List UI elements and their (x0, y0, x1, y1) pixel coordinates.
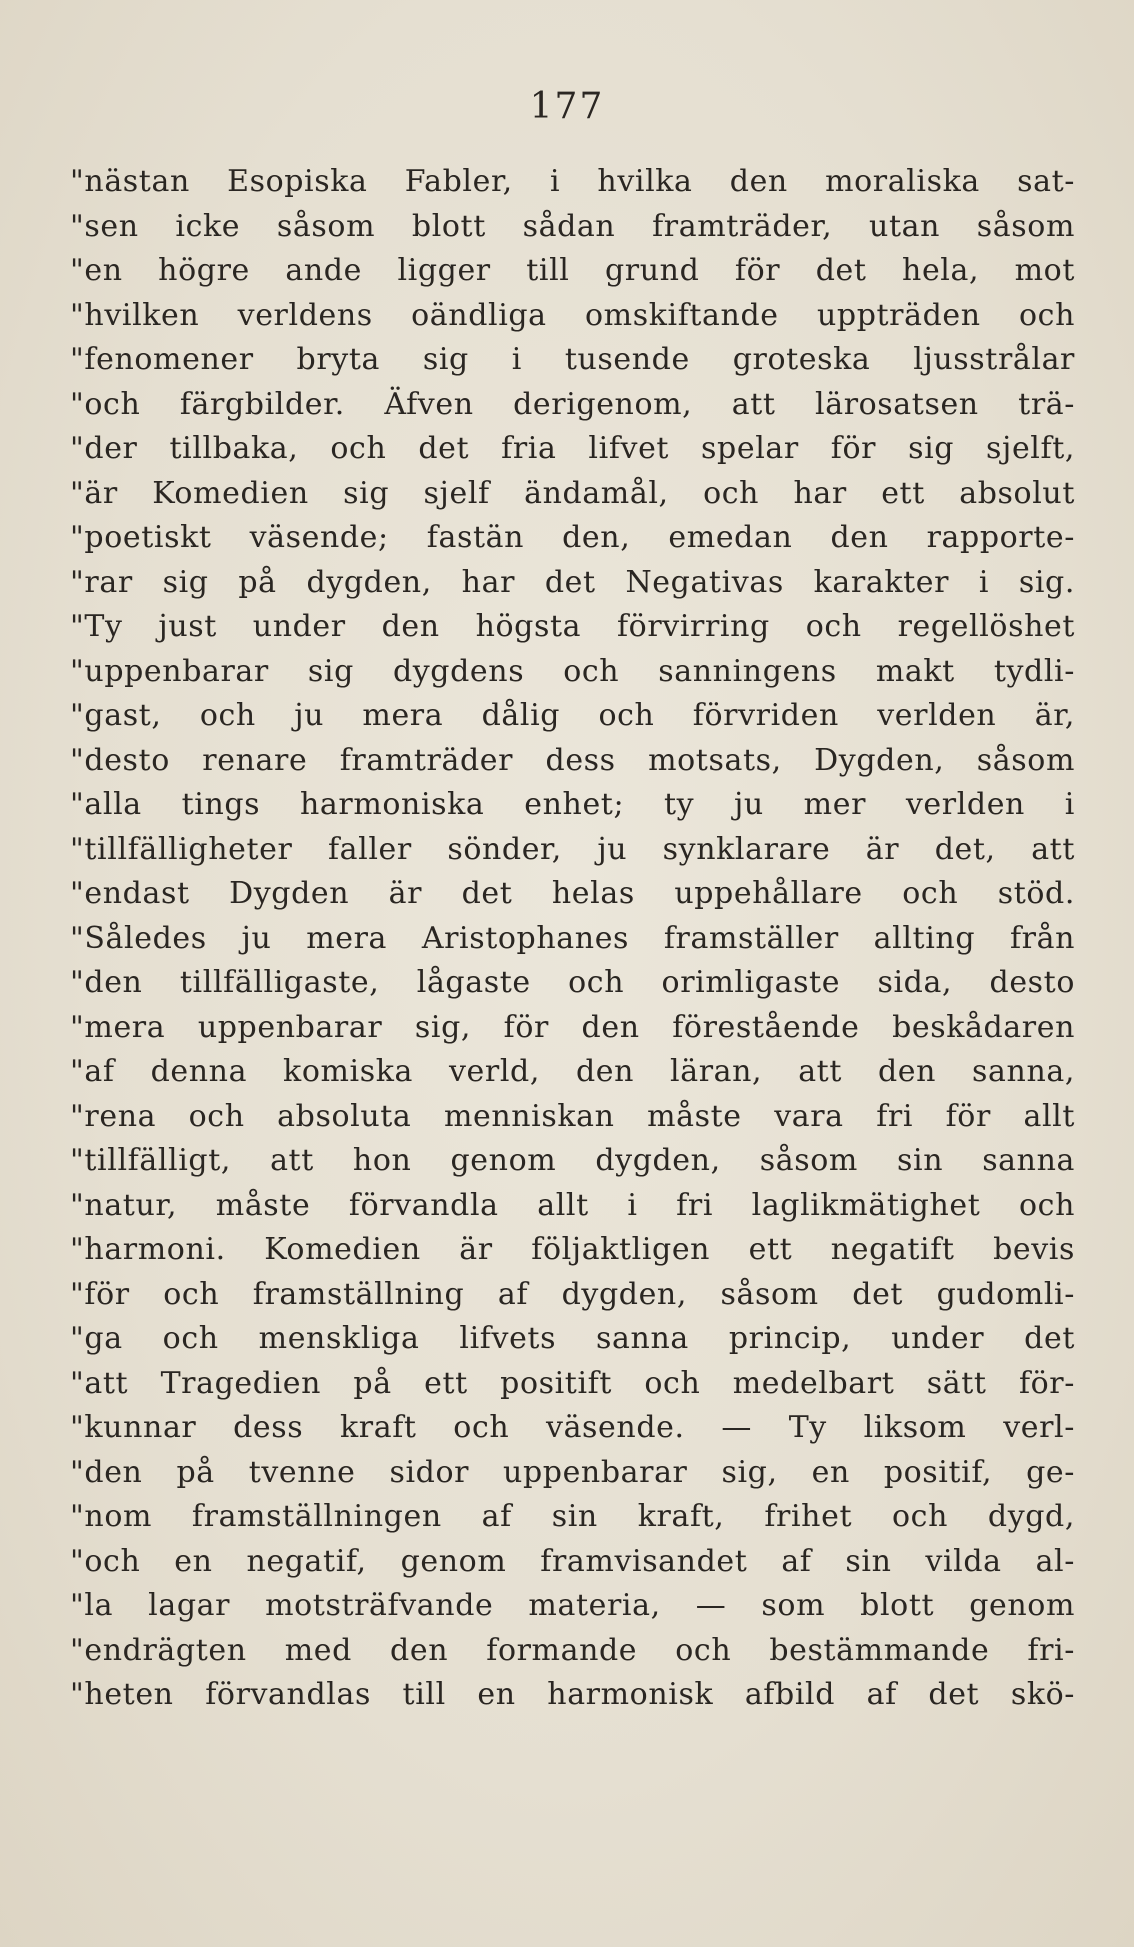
text-line: "kunnar dess kraft och väsende. — Ty liksom verl- (70, 1410, 1075, 1445)
text-line: "desto renare framträder dess motsats, Dygden, såsom (70, 742, 1075, 778)
text-line: "den tillfälligaste, lågaste och orimligaste sida, desto (70, 965, 1075, 1000)
text-line: "heten förvandlas till en harmonisk afbild af det skö- (70, 1677, 1075, 1712)
text-line: "och en negatif, genom framvisandet af sin vilda al- (70, 1543, 1075, 1579)
text-line: "Ty just under den högsta förvirring och regellöshet (70, 609, 1075, 644)
text-line: "mera uppenbarar sig, för den förestående beskådaren (70, 1009, 1075, 1045)
text-line: "ga och menskliga lifvets sanna princip, under det (70, 1321, 1075, 1356)
text-line: "att Tragedien på ett positift och medelbart sätt för- (70, 1365, 1075, 1401)
text-line: "en högre ande ligger till grund för det hela, mot (70, 253, 1075, 288)
text-line: "för och framställning af dygden, såsom det gudomli- (70, 1276, 1075, 1312)
text-line: "der tillbaka, och det fria lifvet spelar för sig sjelft, (70, 431, 1075, 466)
text-line: "harmoni. Komedien är följaktligen ett negatift bevis (70, 1232, 1075, 1267)
text-line: "tillfälligt, att hon genom dygden, såsom sin sanna (70, 1143, 1075, 1178)
text-line: "fenomener bryta sig i tusende groteska ljusstrålar (70, 342, 1075, 377)
text-line: "uppenbarar sig dygdens och sanningens makt tydli- (70, 653, 1075, 689)
text-line: "natur, måste förvandla allt i fri laglikmätighet och (70, 1187, 1075, 1223)
text-line: "nästan Esopiska Fabler, i hvilka den moraliska sat- (70, 164, 1075, 199)
text-line: "gast, och ju mera dålig och förvriden verlden är, (70, 698, 1075, 733)
text-line: "rena och absoluta menniskan måste vara fri för allt (70, 1098, 1075, 1134)
text-line: "nom framställningen af sin kraft, frihet och dygd, (70, 1499, 1075, 1534)
text-line: "och färgbilder. Äfven derigenom, att lärosatsen trä- (70, 386, 1075, 422)
text-line: "la lagar motsträfvande materia, — som blott genom (70, 1588, 1075, 1623)
text-line: "Således ju mera Aristophanes framställer allting från (70, 920, 1075, 956)
text-line: "endrägten med den formande och bestämmande fri- (70, 1632, 1075, 1668)
text-line: "är Komedien sig sjelf ändamål, och har ett absolut (70, 475, 1075, 511)
body-text (70, 160, 1075, 1718)
page-number: 177 (529, 86, 605, 127)
text-line: "hvilken verldens oändliga omskiftande uppträden och (70, 297, 1075, 333)
text-line: "den på tvenne sidor uppenbarar sig, en positif, ge- (70, 1454, 1075, 1490)
text-line: "sen icke såsom blott sådan framträder, utan såsom (70, 208, 1075, 244)
text-line: "tillfälligheter faller sönder, ju synklarare är det, att (70, 831, 1075, 867)
text-line: "af denna komiska verld, den läran, att den sanna, (70, 1054, 1075, 1089)
text-line: "rar sig på dygden, har det Negativas karakter i sig. (70, 564, 1075, 600)
text-line: "endast Dygden är det helas uppehållare och stöd. (70, 876, 1075, 911)
text-line: "poetiskt väsende; fastän den, emedan den rapporte- (70, 520, 1075, 555)
text-line: "alla tings harmoniska enhet; ty ju mer verlden i (70, 787, 1075, 822)
